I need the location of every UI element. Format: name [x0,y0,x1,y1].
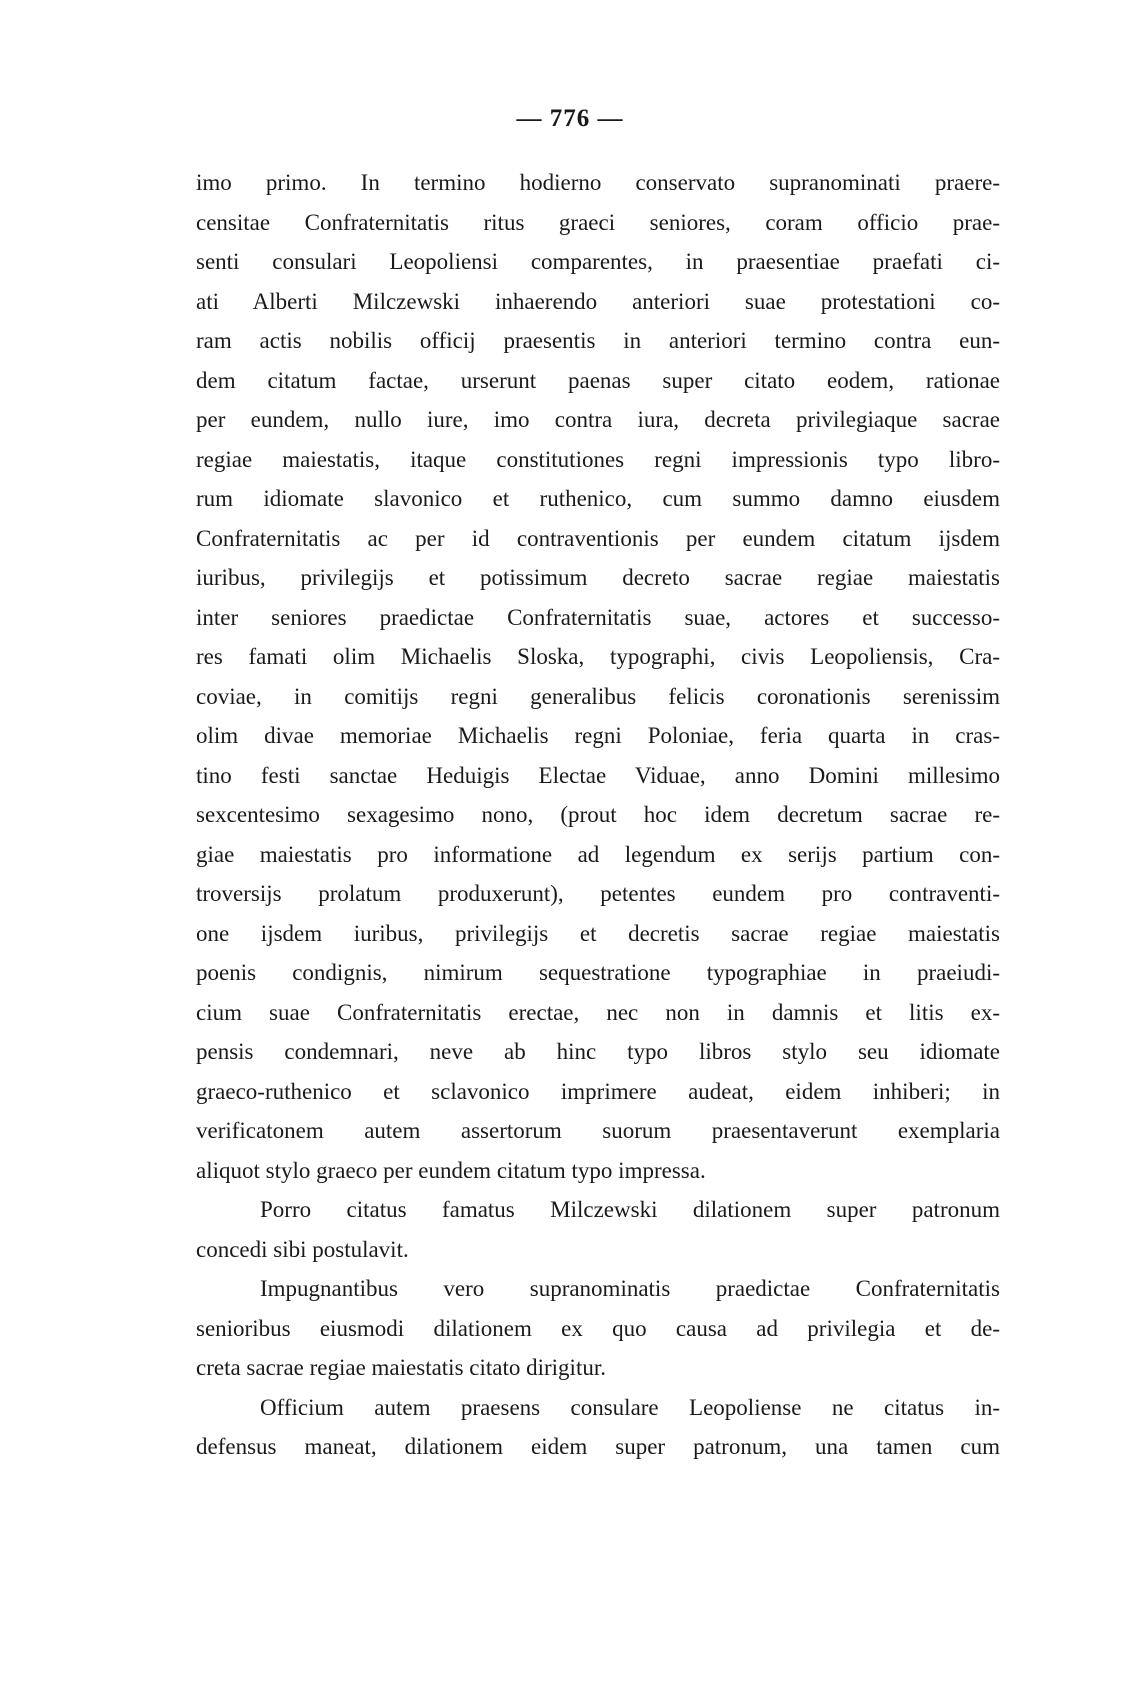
text-line: ram actis nobilis officij praesentis in anteriori termino contra eun- [196,328,1000,353]
text-line: rum idiomate slavonico et ruthenico, cum summo damno eiusdem [196,486,1000,511]
paragraph-1 [196,163,1000,1190]
text-line: verificatonem autem assertorum suorum praesentaverunt exemplaria [196,1118,1000,1143]
text-line: dem citatum factae, urserunt paenas super citato eodem, rationae [196,367,1000,393]
text-line: regiae maiestatis, itaque constitutiones regni impressionis typo libro- [196,446,1000,472]
text-line: inter seniores praedictae Confraternitatis suae, actores et successo- [196,604,1000,630]
text-line: cium suae Confraternitatis erectae, nec non in damnis et litis ex- [196,999,1000,1025]
text-line: tino festi sanctae Heduigis Electae Viduae, anno Domini millesimo [196,762,1000,788]
text-line: iuribus, privilegijs et potissimum decreto sacrae regiae maiestatis [196,565,1000,590]
text-line: ati Alberti Milczewski inhaerendo anteriori suae protestationi co- [196,288,1000,314]
text-line: senioribus eiusmodi dilationem ex quo causa ad privilegia et de- [196,1315,1000,1341]
body-text [196,163,1000,1467]
text-line: graeco-ruthenico et sclavonico imprimere audeat, eidem inhiberi; in [196,1078,1000,1104]
text-line: creta sacrae regiae maiestatis citato dirigitur. [196,1355,606,1380]
text-line: aliquot stylo graeco per eundem citatum typo impressa. [196,1157,706,1183]
text-line: Impugnantibus vero supranominatis praedictae Confraternitatis [260,1276,1000,1301]
text-line: Officium autem praesens consulare Leopoliense ne citatus in- [260,1394,1000,1420]
text-line: censitae Confraternitatis ritus graeci seniores, coram officio prae- [196,209,1000,235]
text-line: res famati olim Michaelis Sloska, typographi, civis Leopoliensis, Cra- [196,644,1000,669]
text-line: imo primo. In termino hodierno conservato supranominati praere- [196,170,1000,195]
text-line: concedi sibi postulavit. [196,1236,409,1262]
text-line: defensus maneat, dilationem eidem super patronum, una tamen cum [196,1434,1000,1459]
text-line: Porro citatus famatus Milczewski dilationem super patronum [260,1197,1000,1222]
text-line: giae maiestatis pro informatione ad legendum ex serijs partium con- [196,841,1000,867]
text-line: one ijsdem iuribus, privilegijs et decretis sacrae regiae maiestatis [196,920,1000,946]
text-line: sexcentesimo sexagesimo nono, (prout hoc idem decretum sacrae re- [196,802,1000,827]
text-line: per eundem, nullo iure, imo contra iura, decreta privilegiaque sacrae [196,407,1000,432]
paragraph-2 [196,1190,1000,1269]
text-line: senti consulari Leopoliensi comparentes, in praesentiae praefati ci- [196,249,1000,274]
text-line: Confraternitatis ac per id contraventionis per eundem citatum ijsdem [196,525,1000,551]
text-line: poenis condignis, nimirum sequestratione typographiae in praeiudi- [196,960,1000,985]
text-line: pensis condemnari, neve ab hinc typo libros stylo seu idiomate [196,1039,1000,1064]
page-number: — 776 — [516,105,624,132]
text-line: troversijs prolatum produxerunt), petentes eundem pro contraventi- [196,881,1000,906]
paragraph-3 [196,1269,1000,1388]
text-line: coviae, in comitijs regni generalibus felicis coronationis serenissim [196,683,1000,709]
paragraph-4 [196,1388,1000,1467]
text-line: olim divae memoriae Michaelis regni Poloniae, feria quarta in cras- [196,723,1000,748]
